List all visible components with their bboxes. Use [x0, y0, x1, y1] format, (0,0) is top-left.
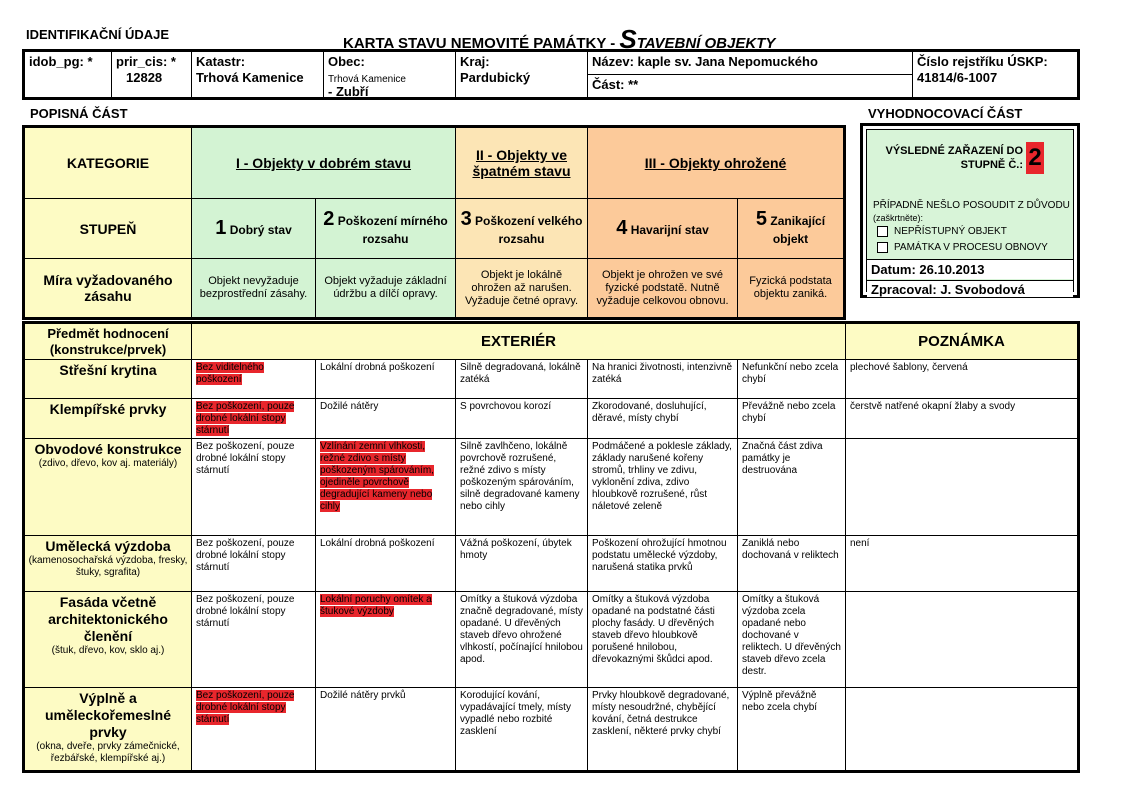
katastr-label: Katastr:	[196, 54, 246, 69]
row-title: Střešní krytina	[59, 362, 157, 378]
grid-cell	[316, 399, 456, 439]
row-title: Umělecká výzdoba	[45, 538, 171, 554]
cell-text: Lokální drobná poškození	[320, 362, 435, 373]
stupen-label: STUPEŇ	[25, 199, 192, 259]
prir-cell	[112, 52, 192, 97]
idob-label: idob_pg: *	[29, 54, 93, 69]
grid-cell	[192, 399, 316, 439]
grid-cell	[738, 592, 846, 688]
grid-cell	[846, 688, 1077, 770]
grid-cell	[456, 536, 588, 592]
nazev: Název: kaple sv. Jana Nepomuckého	[588, 52, 912, 75]
mira-4: Objekt je ohrožen ve své fyzické podstatě. Nutně vyžaduje celkovou obnovu.	[588, 259, 738, 317]
cell-text: Značná část zdiva památky je destruována	[742, 441, 823, 476]
grid-cell	[316, 360, 456, 399]
grid-cell	[588, 592, 738, 688]
cell-text: Vzlínání zemní vlhkosti, režné zdivo s místy poškozeným spárováním, ojediněle povrchově degradující kameny nebo cihly	[320, 441, 434, 512]
grid-cell	[456, 688, 588, 770]
cell-text: Lokální poruchy omítek a štukové výzdoby	[320, 594, 432, 617]
prir-label: prir_cis: *	[116, 54, 176, 69]
grid-cell	[456, 592, 588, 688]
grid-cell	[192, 439, 316, 536]
cell-text: Bez poškození, pouze drobné lokální stopy stárnutí	[196, 538, 295, 573]
stupen-5	[738, 199, 843, 259]
grid-cell	[588, 360, 738, 399]
stupen-3	[456, 199, 588, 259]
row-label	[25, 399, 192, 439]
grid-cell	[316, 592, 456, 688]
cell-text: Nefunkční nebo zcela chybí	[742, 362, 839, 385]
zpracoval: Zpracoval: J. Svobodová	[867, 280, 1073, 297]
mira-2: Objekt vyžaduje základní údržbu a dílčí opravy.	[316, 259, 456, 317]
stupen-1-num: 1	[215, 217, 227, 239]
row-title: Klempířské prvky	[49, 401, 167, 417]
title-main: KARTA STAVU NEMOVITÉ PAMÁTKY -	[343, 35, 620, 52]
grid-cell	[316, 536, 456, 592]
row-subtitle: (štuk, dřevo, kov, sklo aj.)	[51, 645, 165, 656]
grid-cell	[192, 360, 316, 399]
cislo-value: 41814/6-1007	[917, 70, 998, 85]
cell-text: Prvky hloubkově degradované, místy nesoudržné, chybějící kování, četná destrukce zasklení, některé prvky chybí	[592, 690, 730, 737]
obec-label: Obec:	[328, 54, 365, 69]
exterier-text: EXTERIÉR	[480, 333, 556, 350]
section-identifikacni: IDENTIFIKAČNÍ ÚDAJE	[26, 27, 170, 42]
row-subtitle: (kamenosochařská výzdoba, fresky, štuky, sgrafita)	[28, 555, 188, 578]
grid-cell	[588, 399, 738, 439]
mira-5: Fyzická podstata objektu zaniká.	[738, 259, 843, 317]
kategorie-label: KATEGORIE	[25, 128, 192, 199]
opt2-label: PAMÁTKA V PROCESU OBNOVY	[894, 242, 1048, 254]
cell-text: Omítky a štuková výzdoba zcela opadané nebo dochované v reliktech. U dřevěných staveb dřevo zcela destr.	[742, 594, 841, 677]
cell-text: Bez poškození, pouze drobné lokální stopy stárnutí	[196, 401, 295, 436]
cell-text: Silně degradovaná, lokálně zatéká	[460, 362, 581, 385]
cell-text: Zaniklá nebo dochovaná v reliktech	[742, 538, 839, 561]
grid-cell	[846, 360, 1077, 399]
cell-text: není	[850, 538, 870, 549]
identification-table	[22, 49, 1080, 100]
kraj-value: Pardubický	[460, 70, 531, 85]
grid-cell	[588, 536, 738, 592]
exterier-header	[192, 324, 846, 360]
grid-cell	[456, 439, 588, 536]
cislo-label: Číslo rejstříku ÚSKP:	[917, 54, 1048, 69]
stupen-4-text: Havarijní stav	[630, 223, 709, 237]
evaluation-inner	[866, 129, 1074, 297]
row-subtitle: (okna, dveře, prvky zámečnické, řezbářské, klempířské aj.)	[36, 741, 180, 764]
grid-cell	[846, 592, 1077, 688]
cell-text: Bez viditelného poškození	[196, 362, 264, 385]
title-big-letter: S	[619, 24, 637, 54]
stupen-1	[192, 199, 316, 259]
grid-cell	[192, 536, 316, 592]
cast: Část: **	[592, 77, 639, 92]
row-label	[25, 439, 192, 536]
katastr-value: Trhová Kamenice	[196, 70, 304, 85]
category-1: I - Objekty v dobrém stavu	[192, 128, 456, 199]
row-subtitle: (zdivo, dřevo, kov aj. materiály)	[38, 458, 178, 469]
evaluation-panel	[860, 123, 1080, 298]
opt1-label: NEPŘÍSTUPNÝ OBJEKT	[894, 226, 1007, 238]
grid-cell	[316, 688, 456, 770]
predmet-header	[25, 324, 192, 360]
option-nepristupny[interactable]	[877, 226, 1007, 237]
cell-text: Dožilé nátěry	[320, 401, 379, 412]
row-label	[25, 360, 192, 399]
grid-cell	[846, 536, 1077, 592]
row-label	[25, 688, 192, 770]
row-label	[25, 536, 192, 592]
stupen-5-num: 5	[755, 207, 768, 230]
row-title: Výplně a uměleckořemeslné prvky	[44, 690, 172, 740]
row-title: Fasáda včetně architektonického členění	[48, 594, 168, 644]
grid-cell	[588, 688, 738, 770]
section-vyhodnocovaci: VYHODNOCOVACÍ ČÁST	[868, 106, 1023, 121]
stupen-4	[588, 199, 738, 259]
predmet-text: Předmět hodnocení (konstrukce/prvek)	[47, 325, 169, 357]
grid-cell	[588, 439, 738, 536]
category-table	[22, 125, 846, 320]
grid-cell	[738, 439, 846, 536]
cell-text: Bez poškození, pouze drobné lokální stopy stárnutí	[196, 441, 295, 476]
cell-text: Poškození ohrožující hmotnou podstatu umělecké výzdoby, narušená statika prvků	[592, 538, 727, 573]
cell-text: Omítky a štuková výzdoba opadané na podstatné části plochy fasády. U dřevěných staveb dřevo hloubkově porušené hnilobou, dřevokaznými škůdci apod.	[592, 594, 715, 665]
cell-text: plechové šablony, červená	[850, 362, 968, 373]
grid-cell	[192, 688, 316, 770]
vysledne-label: VÝSLEDNÉ ZAŘAZENÍ DO STUPNĚ Č.:	[885, 145, 1023, 171]
stupen-2-text: Poškození mírného rozsahu	[337, 213, 448, 246]
kraj-label: Kraj:	[460, 54, 490, 69]
stupen-2	[316, 199, 456, 259]
result-value: 2	[1026, 142, 1044, 174]
datum: Datum: 26.10.2013	[867, 259, 1073, 279]
cell-text: Bez poškození, pouze drobné lokální stopy stárnutí	[196, 594, 295, 629]
kraj-cell	[456, 52, 588, 97]
obec-small: Trhová Kamenice	[328, 74, 406, 85]
mira-label: Míra vyžadovaného zásahu	[25, 259, 192, 317]
poznamka-header	[846, 324, 1077, 360]
grid-cell	[738, 536, 846, 592]
option-obnova[interactable]	[877, 242, 1048, 253]
grid-cell	[316, 439, 456, 536]
poznamka-text: POZNÁMKA	[918, 333, 1005, 350]
cell-text: Zkorodované, dosluhující, děravé, místy chybí	[592, 401, 707, 424]
grid-cell	[846, 439, 1077, 536]
stupen-2-num: 2	[323, 207, 335, 230]
evaluation-grid	[22, 321, 1080, 773]
stupen-1-text: Dobrý stav	[229, 223, 292, 237]
pripadne-text	[873, 200, 1073, 225]
title-rest: TAVEBNÍ OBJEKTY	[636, 35, 776, 52]
cell-text: čerstvě natřené okapní žlaby a svody	[850, 401, 1016, 412]
pripadne-label: PŘÍPADNĚ NEŠLO POSOUDIT Z DŮVODU	[873, 200, 1070, 211]
obec-cell	[324, 52, 456, 97]
grid-cell	[456, 399, 588, 439]
grid-cell	[456, 360, 588, 399]
zaskrtnete-label: (zaškrtněte):	[873, 213, 924, 223]
stupen-5-text: Zanikající objekt	[770, 213, 826, 246]
cell-text: Silně zavlhčeno, lokálně povrchově rozrušené, režné zdivo s místy poškozeným spárováním, silně degradované kameny nebo cihly	[460, 441, 580, 512]
stupen-4-num: 4	[616, 217, 628, 239]
cell-text: Výplně převážně nebo zcela chybí	[742, 690, 818, 713]
cell-text: Podmáčené a poklesle základy, základy narušené kořeny stromů, trhliny ve zdivu, vyklonění zdiva, zdivo hloubkově rozrušené, růst náletové zeleně	[592, 441, 732, 512]
cell-text: Vážná poškození, úbytek hmoty	[460, 538, 572, 561]
cislo-cell	[913, 52, 1077, 97]
checkbox-obnova[interactable]	[877, 242, 888, 253]
category-3: III - Objekty ohrožené	[588, 128, 843, 199]
mira-1: Objekt nevyžaduje bezprostřední zásahy.	[192, 259, 316, 317]
row-title: Obvodové konstrukce	[34, 441, 182, 457]
cell-text: Lokální drobná poškození	[320, 538, 435, 549]
cell-text: Korodující kování, vypadávající tmely, místy vypadlé nebo rozbité zasklení	[460, 690, 571, 737]
nazev-cell	[588, 52, 913, 97]
stupen-3-text: Poškození velkého rozsahu	[475, 213, 583, 246]
checkbox-nepristupny[interactable]	[877, 226, 888, 237]
stupen-3-num: 3	[460, 207, 472, 230]
katastr-cell	[192, 52, 324, 97]
cell-text: Dožilé nátěry prvků	[320, 690, 406, 701]
cell-text: Bez poškození, pouze drobné lokální stopy stárnutí	[196, 690, 295, 725]
cell-text: Převážně nebo zcela chybí	[742, 401, 836, 424]
category-2: II - Objekty ve špatném stavu	[456, 128, 588, 199]
cell-text: S povrchovou korozí	[460, 401, 552, 412]
grid-cell	[738, 688, 846, 770]
cell-text: Omítky a štuková výzdoba značně degradované, místy opadané. U dřevěných staveb dřevo ohrožené vlhkostí, počínající hnilobou apod.	[460, 594, 583, 665]
row-label	[25, 592, 192, 688]
grid-cell	[846, 399, 1077, 439]
cell-text: Na hranici životnosti, intenzivně zatéká	[592, 362, 733, 385]
prir-value: 12828	[126, 70, 163, 85]
grid-cell	[738, 360, 846, 399]
obec-value: - Zubří	[328, 84, 369, 99]
grid-cell	[192, 592, 316, 688]
grid-cell	[738, 399, 846, 439]
section-popisna: POPISNÁ ČÁST	[30, 106, 128, 121]
idob-cell	[25, 52, 112, 97]
mira-3: Objekt je lokálně ohrožen až narušen. Vyžaduje četné opravy.	[456, 259, 588, 317]
